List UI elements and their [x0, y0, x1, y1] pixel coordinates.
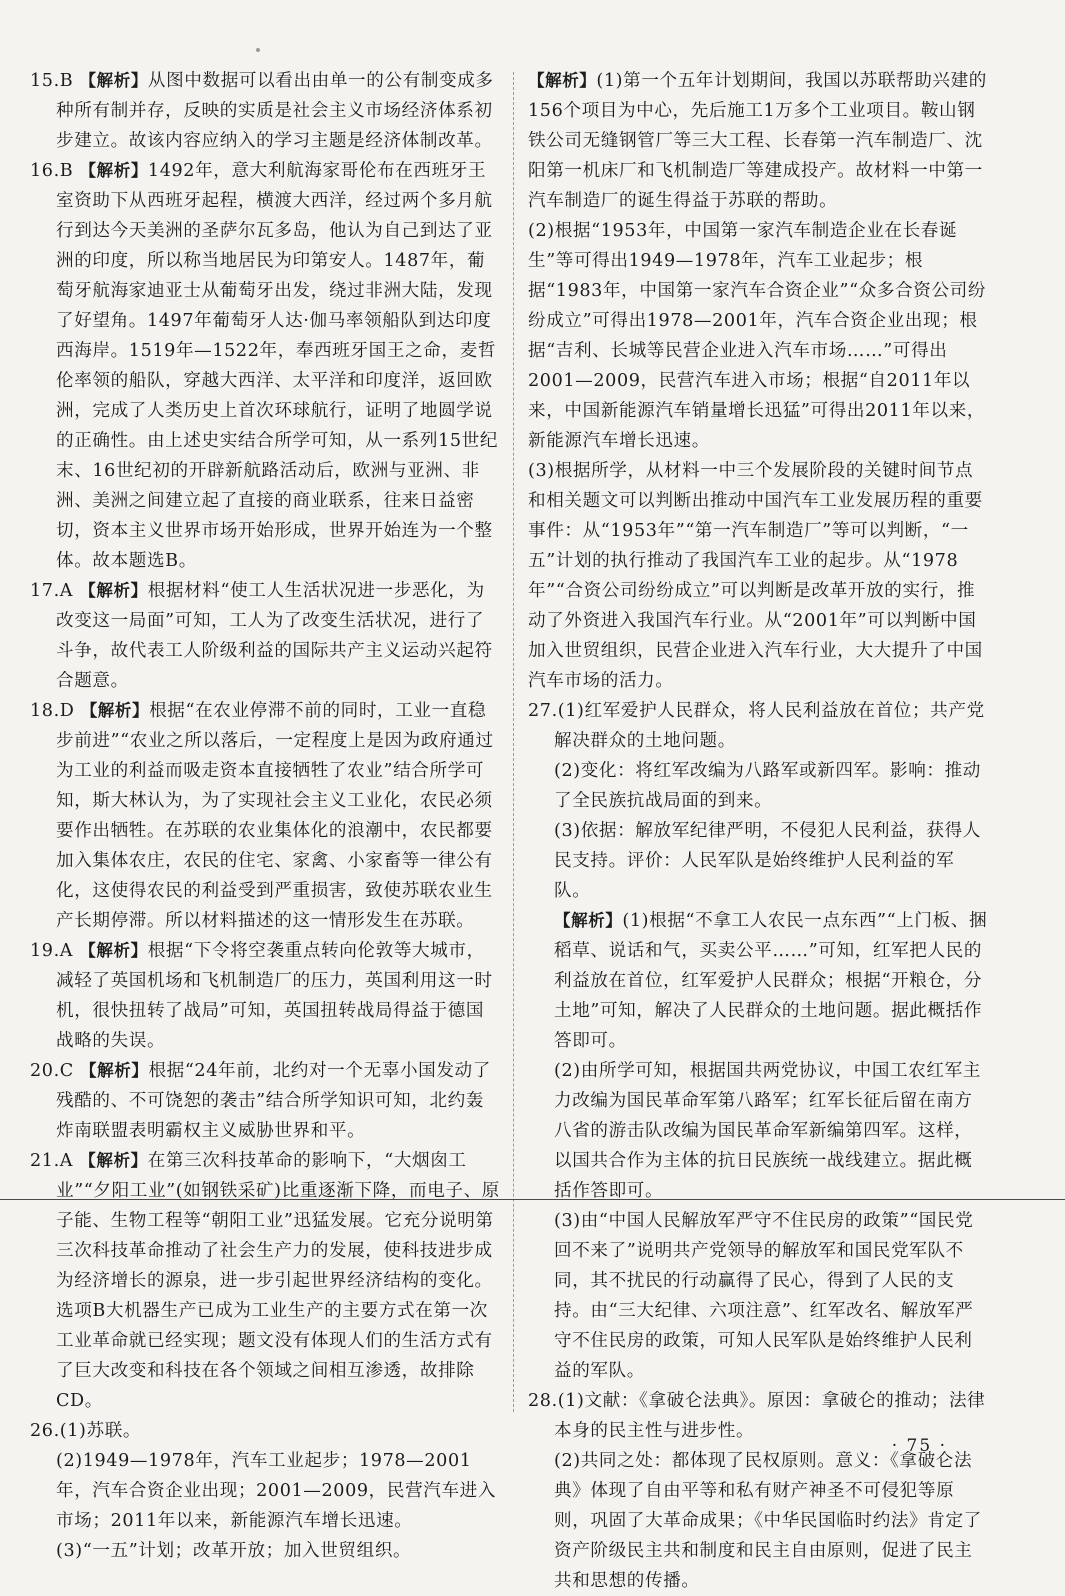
- answer-part-1: (1)苏联。: [59, 1421, 142, 1441]
- left-column: [30, 66, 500, 1566]
- explanation-tag: 【解析】: [528, 71, 597, 90]
- explanation-tag: 【解析】: [79, 161, 148, 180]
- explanation-text: (1)根据“不拿工人农民一点东西”“上门板、捆稻草、说话和气，买卖公平……”可知，红军把人民的利益放在首位，红军爱护人民群众；根据“开粮仓，分土地”可知，解决了人民群众的土地问题。据此概括作答即可。: [554, 911, 988, 1051]
- answer-17: [30, 576, 500, 696]
- page-number: · 75 ·: [891, 1436, 947, 1456]
- explanation-tag: 【解析】: [80, 1061, 149, 1080]
- answer-number: 18.D: [30, 701, 75, 721]
- answer-27-part-2: (2)变化：将红军改编为八路军或新四军。影响：推动了全民族抗战局面的到来。: [554, 761, 981, 811]
- horizontal-rule: [0, 1199, 1065, 1200]
- answer-18: [30, 696, 500, 936]
- answer-number: 26.: [30, 1421, 60, 1441]
- answer-21: [30, 1146, 500, 1416]
- explanation-26-part-2: (2)根据“1953年，中国第一家汽车制造企业在长春诞生”等可得出1949—1978年，汽车工业起步；根据“1983年，中国第一家汽车合资企业”“众多合资公司纷纷成立”可得出1978—2001年，汽车合资企业出现；根据“吉利、长城等民营企业进入汽车市场……”可得出2001—2009，民营汽车进入市场；根据“自2011年以来，中国新能源汽车销量增长迅猛”可得出2011年以来，新能源汽车增长迅速。: [528, 221, 987, 451]
- explanation-tag: 【解析】: [79, 581, 148, 600]
- explanation-27-part-1: [528, 906, 990, 1056]
- answer-number: 17.A: [30, 581, 74, 601]
- column-separator: [513, 72, 514, 1412]
- answer-text: 根据“24年前，北约对一个无辜小国发动了残酷的、不可饶恕的袭击”结合所学知识可知，北约轰炸南联盟表明霸权主义威胁世界和平。: [56, 1061, 491, 1141]
- answer-number: 20.C: [30, 1061, 74, 1081]
- explanation-27-part-3: (3)由“中国人民解放军严守不住民房的政策”“国民党回不来了”说明共产党领导的解放军和国民党军队不同，其不扰民的行动赢得了民心，得到了人民的支持。由“三大纪律、六项注意”、红军改名、解放军严守不住民房的政策，可知人民军队是始终维护人民利益的军队。: [554, 1211, 974, 1381]
- explanation-tag: 【解析】: [79, 71, 148, 90]
- answer-text: 在第三次科技革命的影响下，“大烟囱工业”“夕阳工业”(如钢铁采矿)比重逐渐下降，而电子、原子能、生物工程等“朝阳工业”迅猛发展。它充分说明第三次科技革命推动了社会生产力的发展，使科技进步成为经济增长的源泉，进一步引起世界经济结构的变化。选项B大机器生产已成为工业生产的主要方式在第一次工业革命就已经实现；题文没有体现人们的生活方式有了巨大改变和科技在各个领域之间相互渗透，故排除CD。: [56, 1151, 500, 1411]
- explanation-26-part-1: [528, 66, 990, 216]
- right-column: [528, 66, 990, 1596]
- explanation-tag: 【解析】: [80, 701, 150, 720]
- explanation-text: (1)第一个五年计划期间，我国以苏联帮助兴建的156个项目为中心，先后施工1万多个工业项目。鞍山钢铁公司无缝钢管厂等三大工程、长春第一汽车制造厂、沈阳第一机床厂和飞机制造厂等建成投产。故材料一中第一汽车制造厂的诞生得益于苏联的帮助。: [528, 71, 988, 211]
- explanation-27-part-2: (2)由所学可知，根据国共两党协议，中国工农红军主力改编为国民革命军第八路军；红军长征后留在南方八省的游击队改编为国民革命军新编第四军。这样，以国共合作为主体的抗日民族统一战线建立。据此概括作答即可。: [554, 1061, 981, 1201]
- answer-26-part-3: (3)“一五”计划；改革开放；加入世贸组织。: [56, 1541, 412, 1561]
- answer-19: [30, 936, 500, 1056]
- answer-28-part-2: (2)共同之处：都体现了民权原则。意义：《拿破仑法典》体现了自由平等和私有财产神圣不可侵犯等原则，巩固了大革命成果；《中华民国临时约法》肯定了资产阶级民主共和制度和民主自由原则，促进了民主共和思想的传播。: [554, 1451, 982, 1591]
- answer-number: 28.: [528, 1391, 558, 1411]
- answer-number: 21.A: [30, 1151, 74, 1171]
- answer-number: 15.B: [30, 71, 74, 91]
- scan-dot: [256, 48, 260, 52]
- answer-text: 从图中数据可以看出由单一的公有制变成多种所有制并存，反映的实质是社会主义市场经济体系初步建立。故该内容应纳入的学习主题是经济体制改革。: [56, 71, 494, 151]
- answer-number: 16.B: [30, 161, 74, 181]
- answer-27-part-3: (3)依据：解放军纪律严明，不侵犯人民利益，获得人民支持。评价：人民军队是始终维护人民利益的军队。: [554, 821, 981, 901]
- answer-number: 27.: [528, 701, 558, 721]
- answer-part-1: (1)红军爱护人民群众，将人民利益放在首位；共产党解决群众的土地问题。: [554, 701, 985, 751]
- answer-number: 19.A: [30, 941, 74, 961]
- answer-15: [30, 66, 500, 156]
- explanation-tag: 【解析】: [79, 941, 148, 960]
- answer-text: 1492年，意大利航海家哥伦布在西班牙王室资助下从西班牙起程，横渡大西洋，经过两个多月航行到达今天美洲的圣萨尔瓦多岛，他认为自己到达了亚洲的印度，所以称当地居民为印第安人。1487年，葡萄牙航海家迪亚士从葡萄牙出发，绕过非洲大陆，发现了好望角。1497年葡萄牙人达·伽马率领船队到达印度西海岸。1519年—1522年，奉西班牙国王之命，麦哲伦率领的船队，穿越大西洋、太平洋和印度洋，返回欧洲，完成了人类历史上首次环球航行，证明了地圆学说的正确性。由上述史实结合所学可知，从一系列15世纪末、16世纪初的开辟新航路活动后，欧洲与亚洲、非洲、美洲之间建立起了直接的商业联系，往来日益密切，资本主义世界市场开始形成，世界开始连为一个整体。故本题选B。: [56, 161, 499, 571]
- answer-26: [30, 1416, 500, 1446]
- answer-part-1: (1)文献：《拿破仑法典》。原因：拿破仑的推动；法律本身的民主性与进步性。: [554, 1391, 986, 1441]
- answer-text: 根据“在农业停滞不前的同时，工业一直稳步前进”“农业之所以落后，一定程度上是因为政府通过为工业的利益而吸走资本直接牺牲了农业”结合所学可知，斯大林认为，为了实现社会主义工业化，农民必须要作出牺牲。在苏联的农业集体化的浪潮中，农民都要加入集体农庄，农民的住宅、家禽、小家畜等一律公有化，这使得农民的利益受到严重损害，致使苏联农业生产长期停滞。所以材料描述的这一情形发生在苏联。: [56, 701, 494, 931]
- explanation-tag: 【解析】: [79, 1151, 148, 1170]
- answer-20: [30, 1056, 500, 1146]
- answer-27: [528, 696, 990, 756]
- answer-16: [30, 156, 500, 576]
- explanation-26-part-3: (3)根据所学，从材料一中三个发展阶段的关键时间节点和相关题文可以判断出推动中国汽车工业发展历程的重要事件：从“1953年”“第一汽车制造厂”等可以判断，“一五”计划的执行推动了我国汽车工业的起步。从“1978年”“合资公司纷纷成立”可以判断是改革开放的实行，推动了外资进入我国汽车行业。从“2001年”可以判断中国加入世贸组织，民营企业进入汽车行业，大大提升了中国汽车市场的活力。: [528, 461, 983, 691]
- answer-text: 根据“下令将空袭重点转向伦敦等大城市，减轻了英国机场和飞机制造厂的压力，英国利用这一时机，很快扭转了战局”可知，英国扭转战局得益于德国战略的失误。: [56, 941, 493, 1051]
- answer-text: 根据材料“使工人生活状况进一步恶化，为改变这一局面”可知，工人为了改变生活状况，进行了斗争，故代表工人阶级利益的国际共产主义运动兴起符合题意。: [56, 581, 493, 691]
- explanation-tag: 【解析】: [554, 911, 623, 930]
- answer-26-part-2: (2)1949—1978年，汽车工业起步；1978—2001年，汽车合资企业出现；2001—2009，民营汽车进入市场；2011年以来，新能源汽车增长迅速。: [56, 1451, 497, 1531]
